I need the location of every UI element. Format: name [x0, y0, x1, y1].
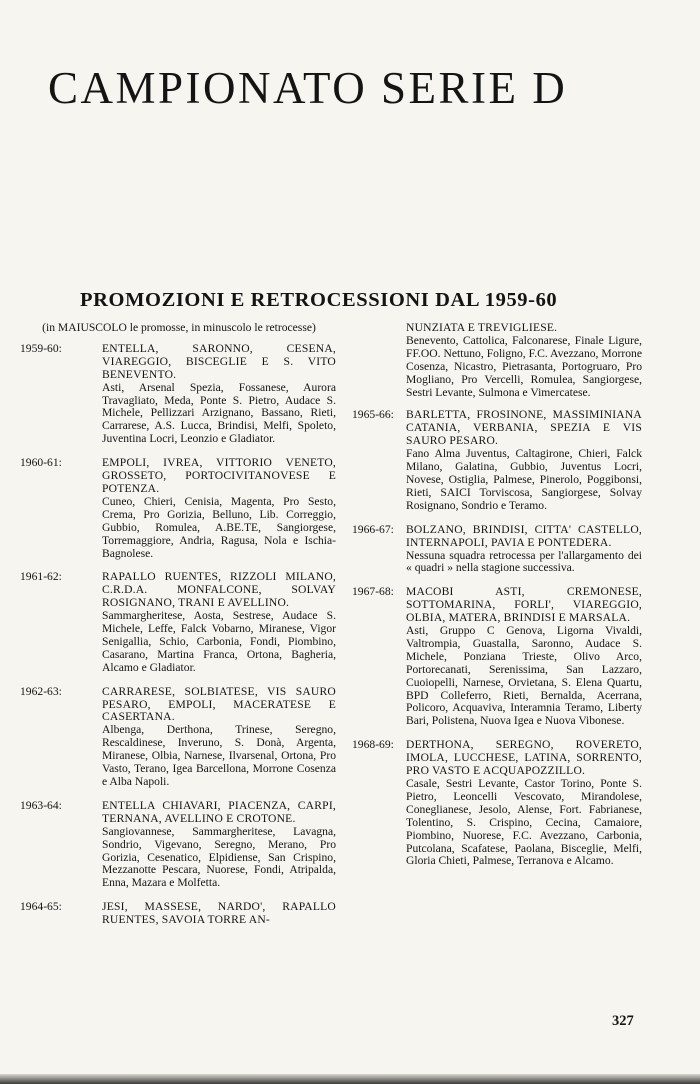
season-label: 1960-61:	[20, 456, 62, 470]
relegated-teams: Benevento, Cattolica, Falconarese, Finale Ligure, FF.OO. Nettuno, Foligno, F.C. Avezzano, Morrone Cosenza, Nicastro, Pietrasanta, Portogruaro, Pro Mogliano, Pro Vercelli, Romulea, Sangiorgese, Sestri Levante, Sulmona e Vimercatese.	[406, 333, 642, 399]
page-edge-shadow	[0, 1074, 700, 1084]
season-entry-1959-60	[20, 343, 336, 446]
promoted-teams: CARRARESE, SOLBIATESE, VIS SAURO PESARO, EMPOLI, MACERATESE E CASERTANA.	[102, 684, 336, 724]
legend-note	[20, 322, 336, 335]
relegated-teams: Sammargheritese, Aosta, Sestrese, Audace S. Michele, Leffe, Falck Vobarno, Miranese, Vigor Senigallia, Schio, Carbonia, Fondi, Piombino, Casarano, Martina Franca, Ortona, Bagheria, Alcamo e Gladiator.	[102, 609, 336, 674]
promoted-teams: ENTELLA, SARONNO, CESENA, VIAREGGIO, BISCEGLIE E S. VITO BENEVENTO.	[102, 341, 336, 381]
page-title: CAMPIONATO SERIE D	[48, 63, 568, 113]
legend-note-text: (in MAIUSCOLO le promosse, in minuscolo le retrocesse)	[42, 321, 316, 334]
right-column	[352, 322, 642, 879]
season-entry-1964-65	[20, 901, 336, 927]
relegated-teams: Albenga, Derthona, Trinese, Seregno, Rescaldinese, Inveruno, S. Donà, Argenta, Miranese, Olbia, Narnese, Ilvarsenal, Ortona, Pro Vasto, Terano, Igea Barcellona, Morrone Cosenza e Alba Napoli.	[102, 723, 336, 788]
season-entry-1962-63	[20, 686, 336, 789]
section-title: PROMOZIONI E RETROCESSIONI DAL 1959-60	[80, 289, 558, 311]
page-number: 327	[612, 1013, 634, 1029]
left-column	[20, 322, 336, 938]
relegated-teams: Cuneo, Chieri, Cenisia, Magenta, Pro Sesto, Crema, Pro Gorizia, Belluno, Lib. Correggio, Gubbio, Romulea, A.BE.TE, Sangiorgese, Torremaggiore, Andria, Ragusa, Nola e Ischia-Bagnolese.	[102, 494, 336, 560]
season-label: 1963-64:	[20, 798, 62, 812]
season-entry-1961-62	[20, 571, 336, 674]
season-entry-1963-64	[20, 800, 336, 890]
promoted-teams: MACOBI ASTI, CREMONESE, SOTTOMARINA, FORLI', VIAREGGIO, OLBIA, MATERA, BRINDISI E MARSALA.	[406, 585, 642, 625]
promoted-teams: DERTHONA, SEREGNO, ROVERETO, IMOLA, LUCCHESE, LATINA, SORRENTO, PRO VASTO E ACQUAPOZZILLO.	[406, 738, 642, 778]
season-entry-1960-61	[20, 457, 336, 560]
season-entry-1968-69	[352, 739, 642, 868]
relegated-teams: Fano Alma Juventus, Caltagirone, Chieri, Falck Milano, Galatina, Gubbio, Juventus Locri, Novese, Ostiglia, Palmese, Pinerolo, Poggibonsi, Rieti, SAICI Torviscosa, Sangiorgese, Solvay Rosignano, Sondrio e Teramo.	[406, 447, 642, 512]
season-label: 1968-69:	[352, 738, 394, 752]
season-entry-1964-65-continued	[352, 322, 642, 399]
promoted-teams: BARLETTA, FROSINONE, MASSIMINIANA CATANIA, VERBANIA, SPEZIA E VIS SAURO PESARO.	[406, 408, 642, 448]
relegated-teams: Asti, Gruppo C Genova, Ligorna Vivaldi, Valtrompia, Guastalla, Saronno, Audace S. Michele, Ponziana Trieste, Olivo Arco, Portorecanati, Serenissima, San Lazzaro, Cuoiopelli, Narnese, Orvietana, S. Elena Quartu, BPD Colleferro, Rieti, Bernalda, Acerrana, Policoro, Acquaviva, Interamnia Teramo, Liberty Bari, Polistena, Nuova Igea e Nuova Vibonese.	[406, 624, 642, 728]
relegated-teams: Sangiovannese, Sammargheritese, Lavagna, Sondrio, Vigevano, Seregno, Merano, Pro Gorizia, Cesenatico, Elpidiense, San Crispino, Mezzanotte Pescara, Nuorese, Fondi, Atripalda, Enna, Mazara e Molfetta.	[102, 824, 336, 890]
season-label: 1965-66:	[352, 408, 394, 422]
season-label: 1964-65:	[20, 900, 62, 914]
relegated-teams: Asti, Arsenal Spezia, Fossanese, Aurora Travagliato, Meda, Ponte S. Pietro, Audace S. Michele, Pellizzari Arzignano, Bassano, Rieti, Carrarese, A.S. Lucca, Brindisi, Melfi, Spoleto, Juventina Locri, Leonzio e Gladiator.	[102, 380, 336, 446]
promoted-teams: JESI, MASSESE, NARDO', RAPALLO RUENTES, SAVOIA TORRE AN-	[102, 900, 336, 927]
season-label: 1959-60:	[20, 341, 62, 355]
season-entry-1967-68	[352, 586, 642, 728]
promoted-teams: ENTELLA CHIAVARI, PIACENZA, CARPI, TERNANA, AVELLINO E CROTONE.	[102, 798, 336, 825]
promoted-teams: NUNZIATA E TREVIGLIESE.	[406, 321, 558, 334]
season-label: 1962-63:	[20, 684, 62, 698]
season-label: 1966-67:	[352, 522, 394, 536]
promoted-teams: RAPALLO RUENTES, RIZZOLI MILANO, C.R.D.A. MONFALCONE, SOLVAY ROSIGNANO, TRANI E AVELLINO.	[102, 570, 336, 610]
promoted-teams: BOLZANO, BRINDISI, CITTA' CASTELLO, INTERNAPOLI, PAVIA E PONTEDERA.	[406, 522, 642, 549]
season-entry-1966-67	[352, 524, 642, 576]
promoted-teams: EMPOLI, IVREA, VITTORIO VENETO, GROSSETO, PORTOCIVITANOVESE E POTENZA.	[102, 456, 336, 495]
season-label: 1967-68:	[352, 585, 394, 599]
season-entry-1965-66	[352, 409, 642, 512]
relegated-teams: Nessuna squadra retrocessa per l'allargamento dei « quadri » nella stagione successiva.	[406, 548, 642, 575]
season-label: 1961-62:	[20, 570, 62, 584]
relegated-teams: Casale, Sestri Levante, Castor Torino, Ponte S. Pietro, Leoncelli Vescovato, Mirandolese, Coneglianese, Jesolo, Alense, Fort. Fabrianese, Tolentino, S. Crispino, Cecina, Camaiore, Piombino, Nuorese, F.C. Avezzano, Carbonia, Putcolana, Scafatese, Paolana, Bisceglie, Melfi, Gloria Chieti, Palmese, Terranova e Alcamo.	[406, 777, 642, 868]
